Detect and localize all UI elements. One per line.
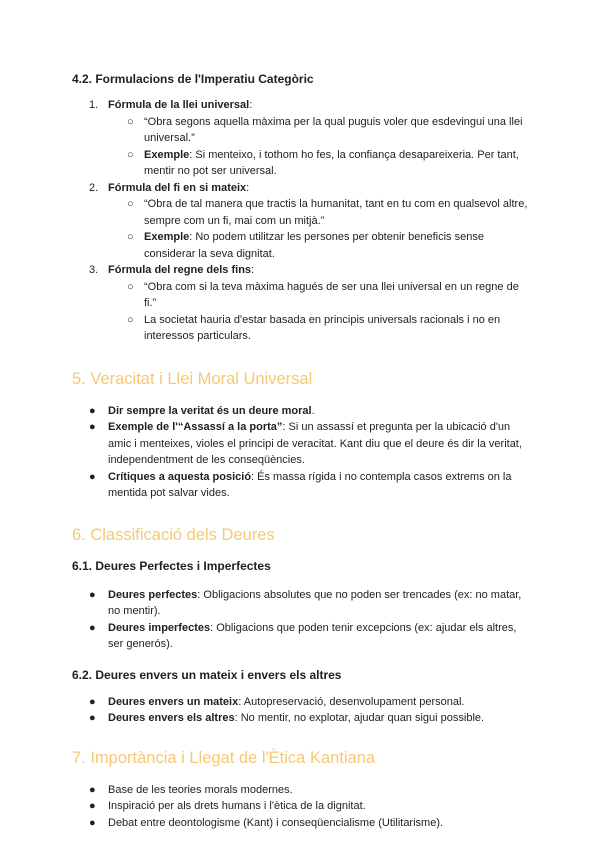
bullet-icon: ● (89, 800, 96, 812)
bullet-icon: ● (89, 621, 96, 634)
formulations-list (72, 97, 532, 345)
list-item-text: . (311, 404, 315, 417)
circle-bullet-icon: ○ (127, 198, 134, 210)
list-number: 3. (89, 264, 99, 276)
veracity-list (72, 403, 532, 502)
sub-item (72, 196, 532, 229)
section-4-2-heading: 4.2. Formulacions de l'Imperatiu Categòric (72, 72, 314, 86)
sub-item (72, 229, 532, 262)
formulation-item-3 (72, 262, 532, 345)
list-item (72, 620, 532, 653)
section-5-heading: 5. Veracitat i Llei Moral Universal (72, 369, 313, 388)
section-6-heading: 6. Classificació dels Deures (72, 525, 275, 544)
sub-item (72, 147, 532, 180)
list-item-bold: Crítiques a aquesta posició (108, 470, 252, 483)
bullet-icon: ● (89, 470, 96, 483)
circle-bullet-icon: ○ (127, 115, 134, 128)
section-6-2-heading: 6.2. Deures envers un mateix i envers els altres (72, 667, 342, 682)
list-item-text: : És massa rígida i no contempla casos extrems on la mentida pot salvar vides. (108, 470, 512, 499)
list-item-text: : Obligacions que poden tenir excepcions (ex: ajudar els altres, ser generós). (108, 621, 517, 650)
formulation-sublist (72, 114, 532, 180)
list-number: 2. (89, 181, 99, 194)
sub-item-text: : Si menteixo, i tothom ho fes, la confiança desapareixeria. Per tant, mentir no pot ser universal. (144, 148, 519, 177)
list-item-bold: Deures perfectes (108, 588, 198, 601)
list-item (72, 587, 532, 620)
sub-item-text: La societat hauria d'estar basada en principis universals racionals i no en interessos particulars. (144, 313, 501, 342)
label-separator: : (251, 264, 255, 276)
list-item-text: Debat entre deontologisme (Kant) i conseqüencialisme (Utilitarisme). (108, 816, 444, 829)
sub-item-text: “Obra de tal manera que tractis la humanitat, tant en tu com en qualsevol altre, sempre com un fi, mai com un mitjà.” (144, 198, 528, 227)
formulation-label: Fórmula del fi en si mateix (108, 181, 247, 194)
list-item-bold: Deures envers un mateix (108, 695, 239, 708)
list-item-bold: Deures envers els altres (108, 712, 235, 724)
legacy-list (72, 782, 532, 832)
list-item-text: : Autopreservació, desenvolupament personal. (238, 695, 465, 708)
list-item-text: Base de les teories morals modernes. (108, 783, 293, 796)
duties-towards-list (72, 694, 532, 727)
list-item-bold: Exemple de l'“Assassí a la porta” (108, 421, 283, 433)
list-item (72, 815, 532, 832)
sub-item (72, 279, 532, 312)
list-item-text: : Si un assassí et pregunta per la ubicació d'un amic i menteixes, violes el principi de veracitat. Kant diu que el deure és dir la veritat, independentment de les conseqüències. (108, 421, 522, 466)
list-item-text: : No mentir, no explotar, ajudar quan sigui possible. (234, 712, 485, 724)
bullet-icon: ● (89, 783, 96, 796)
list-item (72, 782, 532, 799)
sub-item-text: “Obra com si la teva màxima hagués de ser una llei universal en un regne de fi.” (144, 280, 519, 309)
bullet-icon: ● (89, 404, 96, 417)
list-item-bold: Deures imperfectes (108, 621, 211, 634)
label-separator: : (249, 99, 253, 111)
label-separator: : (246, 181, 250, 194)
list-item (72, 403, 532, 420)
list-item-bold: Dir sempre la veritat és un deure moral (108, 404, 312, 417)
list-item (72, 694, 532, 711)
sub-item-bold: Exemple (144, 148, 190, 161)
circle-bullet-icon: ○ (127, 231, 134, 243)
bullet-icon: ● (89, 695, 96, 708)
sub-item-text: : No podem utilitzar les persones per obtenir beneficis sense considerar la seva dignitat. (144, 231, 484, 260)
list-number: 1. (89, 99, 99, 111)
formulation-sublist (72, 279, 532, 345)
perfect-duties-list (72, 587, 532, 653)
circle-bullet-icon: ○ (127, 313, 134, 326)
sub-item-bold: Exemple (144, 231, 190, 243)
formulation-item-2 (72, 180, 532, 263)
sub-item (72, 312, 532, 345)
formulation-item-1 (72, 97, 532, 180)
list-item-text: : Obligacions absolutes que no poden ser trencades (ex: no matar, no mentir). (108, 588, 522, 617)
section-7-heading: 7. Importància i Llegat de l'Ètica Kantiana (72, 748, 376, 767)
list-item (72, 419, 532, 469)
circle-bullet-icon: ○ (127, 280, 134, 293)
formulation-label: Fórmula del regne dels fins (108, 264, 252, 276)
list-item (72, 710, 532, 727)
circle-bullet-icon: ○ (127, 148, 134, 161)
formulation-sublist (72, 196, 532, 262)
sub-item (72, 114, 532, 147)
bullet-icon: ● (89, 588, 96, 601)
bullet-icon: ● (89, 816, 96, 829)
section-6-1-heading: 6.1. Deures Perfectes i Imperfectes (72, 558, 271, 573)
bullet-icon: ● (89, 712, 96, 724)
sub-item-text: “Obra segons aquella màxima per la qual puguis voler que esdevingui una llei universal.” (144, 115, 523, 144)
bullet-icon: ● (89, 421, 96, 433)
list-item-text: Inspiració per als drets humans i l'ètica de la dignitat. (108, 800, 366, 812)
formulation-label: Fórmula de la llei universal (108, 99, 250, 111)
list-item (72, 469, 532, 502)
list-item (72, 798, 532, 815)
document-page (72, 70, 532, 831)
